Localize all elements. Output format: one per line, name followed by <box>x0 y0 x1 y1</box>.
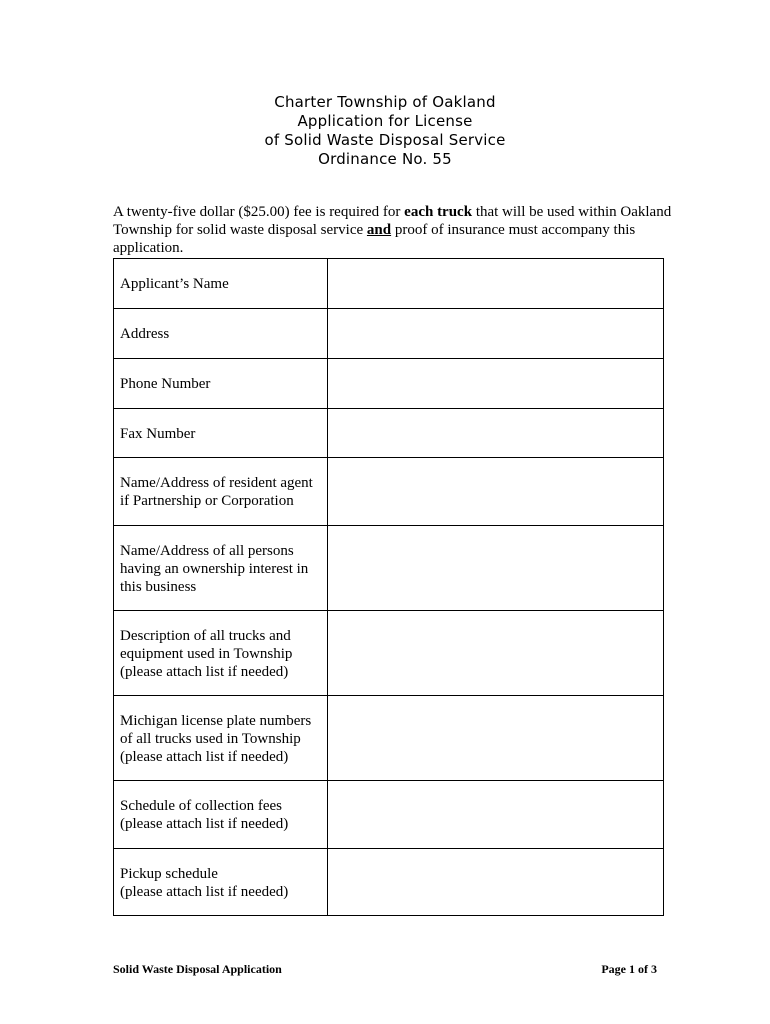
label-line: Pickup schedule <box>120 866 218 882</box>
field-label-resident-agent <box>114 458 328 526</box>
table-row <box>114 849 664 916</box>
field-label-pickup-schedule <box>114 849 328 916</box>
label-line: (please attach list if needed) <box>120 664 289 680</box>
intro-text-2: that will be used within Oakland Township for solid waste disposal service <box>113 204 672 238</box>
title-line-1: Charter Township of Oakland <box>274 93 496 111</box>
field-input-fax-number[interactable] <box>327 409 664 458</box>
field-label-fax-number <box>114 409 328 458</box>
field-input-license-plates[interactable] <box>327 696 664 781</box>
table-row <box>114 781 664 849</box>
label-line: equipment used in Township <box>120 646 293 662</box>
field-input-trucks-equipment[interactable] <box>327 611 664 696</box>
label-line: Name/Address of all persons <box>120 543 294 559</box>
field-label-applicant-name <box>114 259 328 309</box>
field-input-applicant-name[interactable] <box>327 259 664 309</box>
label-line: Schedule of collection fees <box>120 798 283 814</box>
table-row <box>114 696 664 781</box>
label-line: Description of all trucks and <box>120 628 291 644</box>
label-line: having an ownership interest in <box>120 561 309 577</box>
label-line: (please attach list if needed) <box>120 816 289 832</box>
footer-document-title: Solid Waste Disposal Application <box>113 962 282 976</box>
field-label-ownership-interest <box>114 526 328 611</box>
footer-page-number: Page 1 of 3 <box>601 962 657 976</box>
document-title <box>0 93 770 169</box>
table-row <box>114 611 664 696</box>
table-row <box>114 458 664 526</box>
field-input-collection-fees[interactable] <box>327 781 664 849</box>
table-row <box>114 359 664 409</box>
title-line-4: Ordinance No. 55 <box>318 150 452 168</box>
field-label-license-plates <box>114 696 328 781</box>
table-row <box>114 526 664 611</box>
label-line: of all trucks used in Township <box>120 731 301 747</box>
label-line: Address <box>120 326 170 342</box>
label-line: Applicant’s Name <box>120 276 229 292</box>
field-input-address[interactable] <box>327 309 664 359</box>
field-label-collection-fees <box>114 781 328 849</box>
label-line: (please attach list if needed) <box>120 884 289 900</box>
label-line: Phone Number <box>120 376 211 392</box>
intro-text-1: A twenty-five dollar ($25.00) fee is required for <box>113 204 405 220</box>
label-line: this business <box>120 579 197 595</box>
field-label-trucks-equipment <box>114 611 328 696</box>
label-line: Fax Number <box>120 426 196 442</box>
label-line: (please attach list if needed) <box>120 749 289 765</box>
title-line-3: of Solid Waste Disposal Service <box>264 131 506 149</box>
label-line: Michigan license plate numbers <box>120 713 312 729</box>
intro-underline-and: and <box>366 222 392 238</box>
field-input-resident-agent[interactable] <box>327 458 664 526</box>
field-label-phone-number <box>114 359 328 409</box>
field-input-pickup-schedule[interactable] <box>327 849 664 916</box>
table-row <box>114 259 664 309</box>
intro-bold-each-truck: each truck <box>404 204 473 220</box>
field-input-ownership-interest[interactable] <box>327 526 664 611</box>
intro-text-3: proof of insurance must accompany this application. <box>113 222 636 256</box>
application-form-table <box>113 258 664 916</box>
field-input-phone-number[interactable] <box>327 359 664 409</box>
intro-paragraph <box>113 203 673 257</box>
table-row <box>114 409 664 458</box>
table-row <box>114 309 664 359</box>
title-line-2: Application for License <box>297 112 473 130</box>
field-label-address <box>114 309 328 359</box>
label-line: if Partnership or Corporation <box>120 493 294 509</box>
label-line: Name/Address of resident agent <box>120 475 313 491</box>
